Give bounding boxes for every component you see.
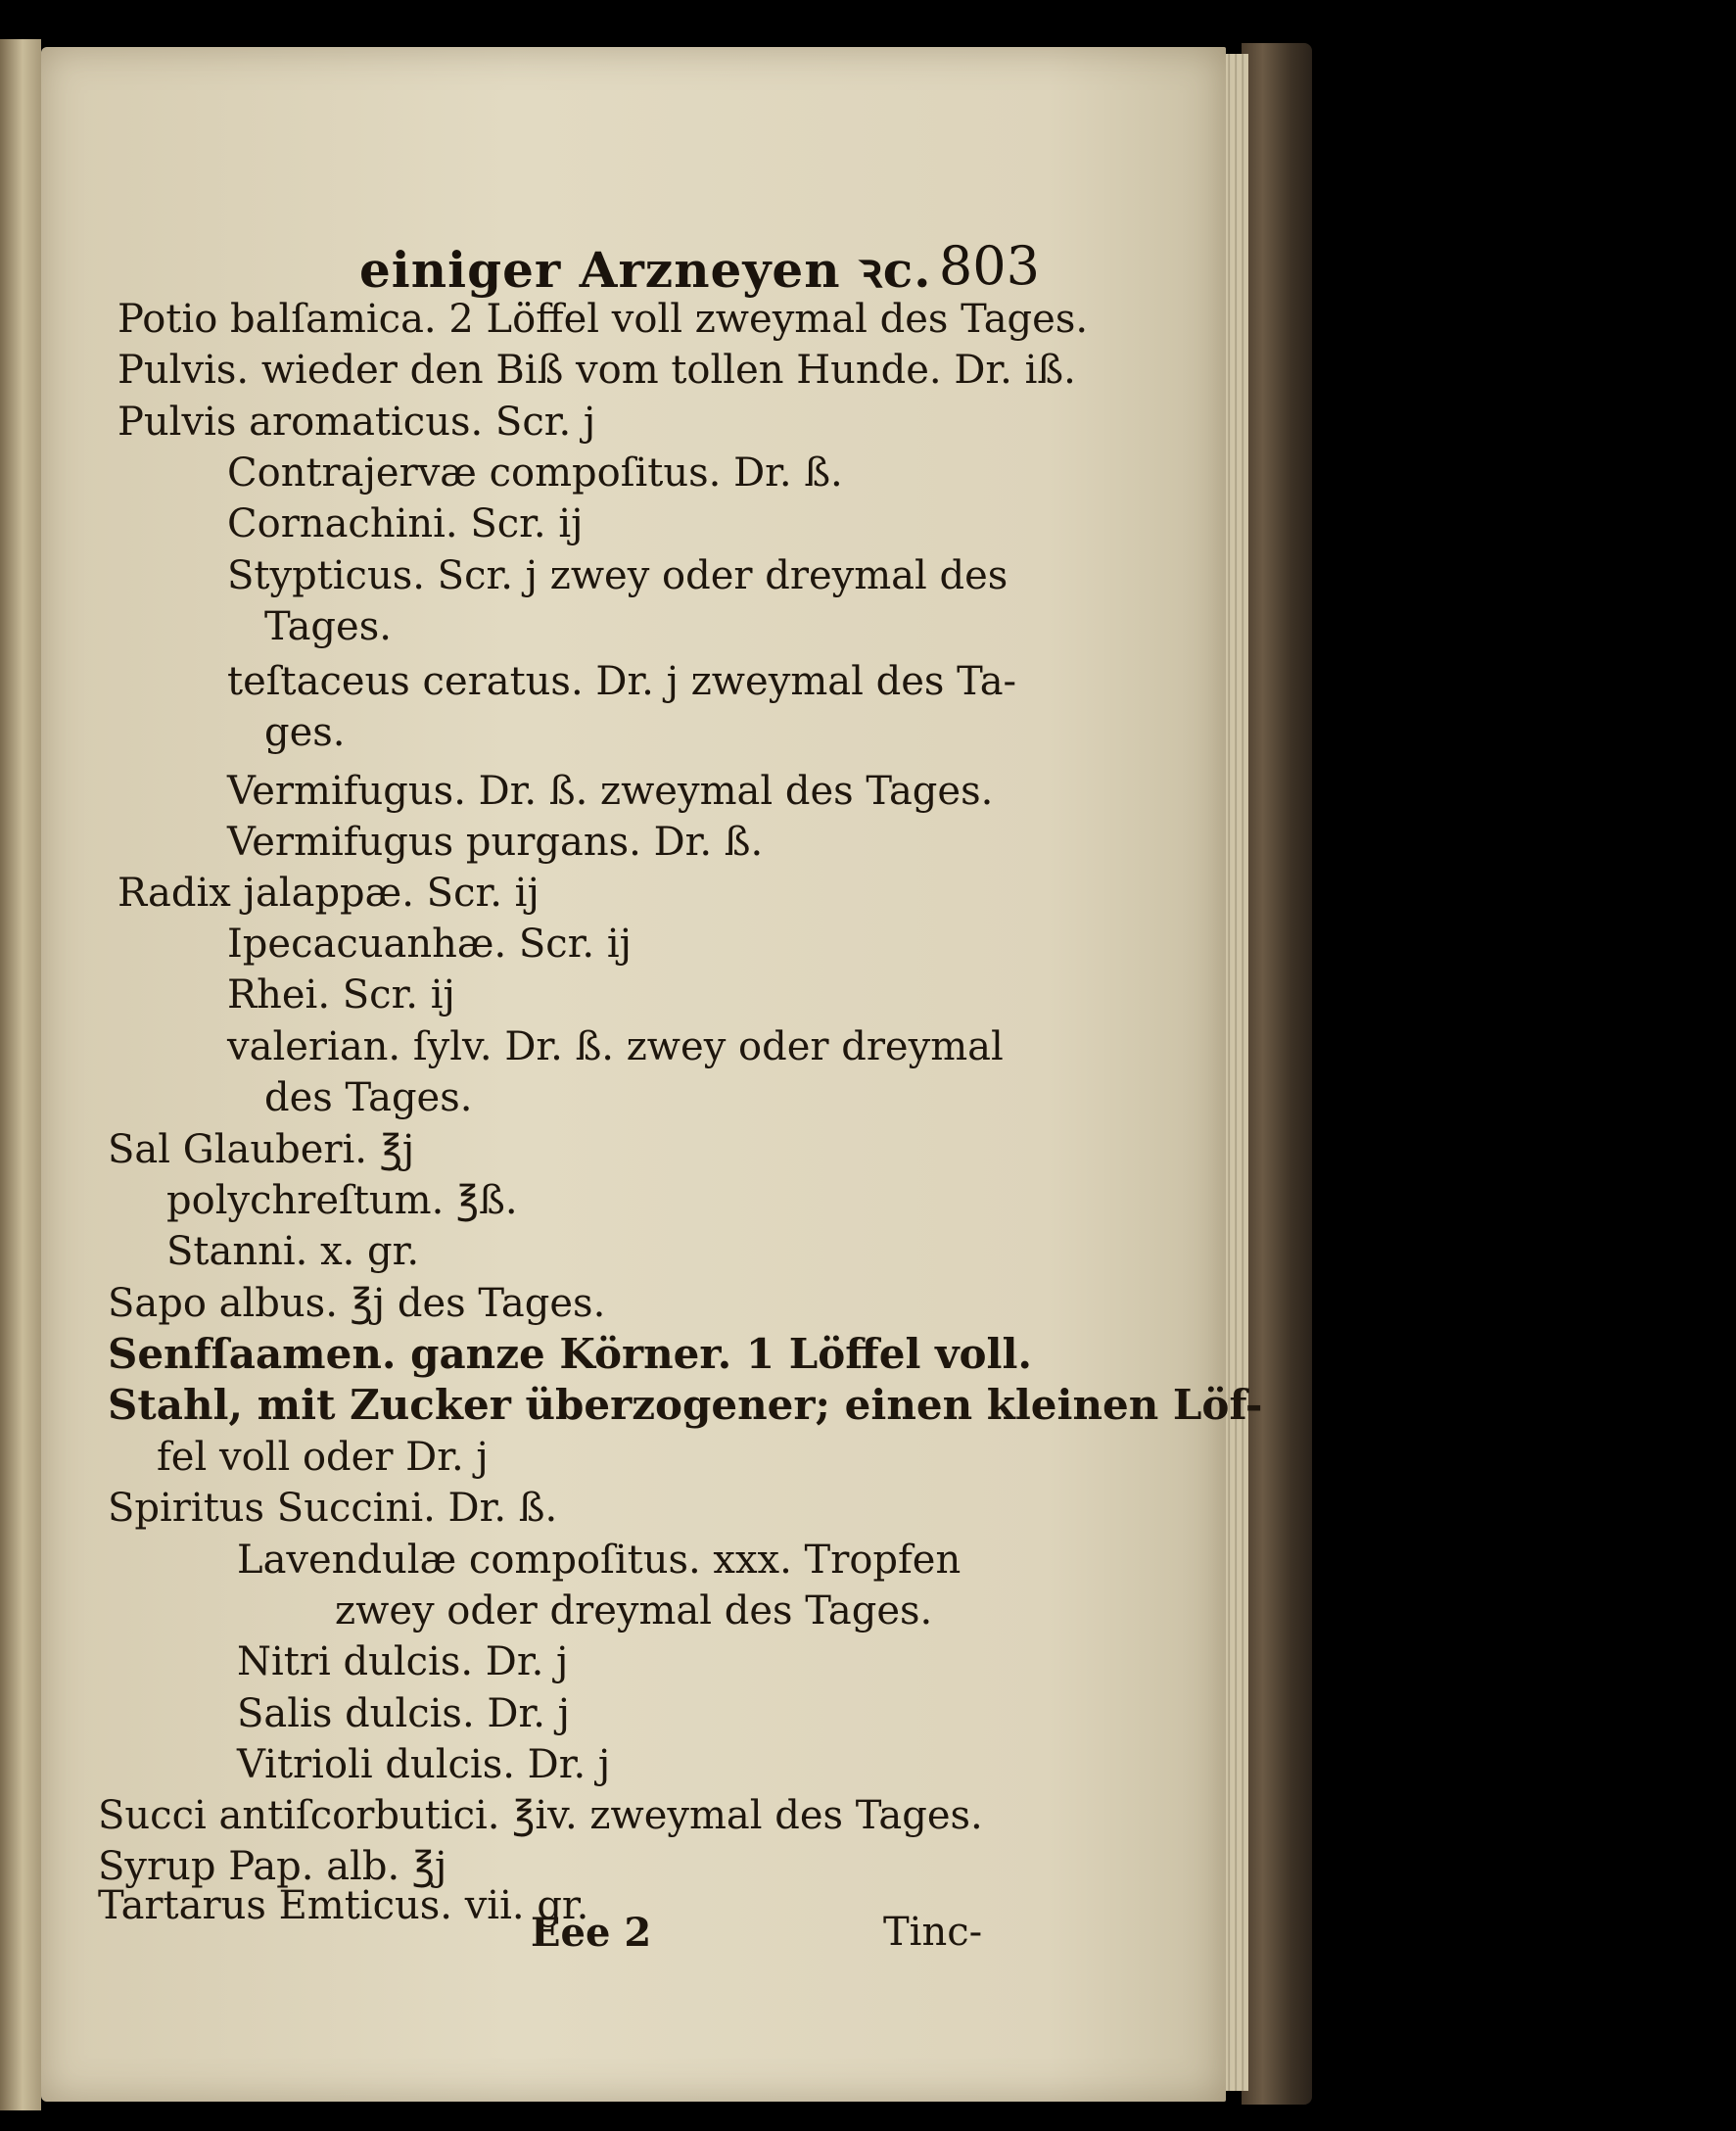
book-page <box>41 47 1263 2102</box>
entry-line: Sal Glauberi. ℥j <box>108 1127 415 1172</box>
page-footer <box>41 1910 1226 1968</box>
entry-line: zwey oder dreymal des Tages. <box>335 1588 933 1634</box>
entry-line: Tages. <box>264 604 392 649</box>
book-cover <box>1242 43 1312 2105</box>
entry-line: polychreſtum. ℥ß. <box>166 1178 518 1223</box>
entry-line: des Tages. <box>264 1075 473 1120</box>
entry-line: valerian. ſylv. Dr. ß. zwey oder dreymal <box>227 1024 1004 1069</box>
entry-line: Stahl, mit Zucker überzogener; einen kleinen Löf- <box>108 1381 1263 1429</box>
entry-line: teſtaceus ceratus. Dr. j zweymal des Ta- <box>227 659 1017 704</box>
entry-line: Cornachini. Scr. ij <box>227 501 584 546</box>
entry-line: Pulvis. wieder den Biß vom tollen Hunde. Dr. iß. <box>117 348 1076 393</box>
facing-page-edge <box>0 39 41 2110</box>
running-title: einiger Arzneyen ꝛc. <box>359 241 932 299</box>
entry-line: Senfſaamen. ganze Körner. 1 Löffel voll. <box>108 1330 1033 1378</box>
entry-line: Lavendulæ compoſitus. xxx. Tropfen <box>237 1538 962 1583</box>
page-number: 803 <box>938 235 1040 297</box>
entry-line: Tartarus Emticus. vii. gr. <box>98 1883 589 1928</box>
signature-mark: Eee 2 <box>531 1910 652 1956</box>
entry-line: Spiritus Succini. Dr. ß. <box>108 1486 558 1531</box>
entry-line: Syrup Pap. alb. ℥j <box>98 1844 447 1889</box>
entry-line: Vermifugus. Dr. ß. zweymal des Tages. <box>227 769 994 814</box>
entry-line: Stanni. x. gr. <box>166 1229 420 1274</box>
entry-line: Potio balſamica. 2 Löffel voll zweymal des Tages. <box>117 297 1089 342</box>
entry-line: ges. <box>264 710 346 755</box>
entry-line: Vermifugus purgans. Dr. ß. <box>227 820 764 865</box>
entry-line: Ipecacuanhæ. Scr. ij <box>227 922 633 967</box>
catchword: Tinc- <box>883 1910 983 1955</box>
entry-line: Succi antiſcorbutici. ℥iv. zweymal des Tages. <box>98 1793 983 1838</box>
entry-line: Rhei. Scr. ij <box>227 972 455 1018</box>
entry-line: Nitri dulcis. Dr. j <box>237 1639 569 1684</box>
entry-line: Salis dulcis. Dr. j <box>237 1691 571 1736</box>
entry-line: Stypticus. Scr. j zwey oder dreymal des <box>227 553 1009 598</box>
entry-line: Vitrioli dulcis. Dr. j <box>237 1742 611 1787</box>
entry-line: Sapo albus. ℥j des Tages. <box>108 1281 606 1326</box>
entry-line: Contrajervæ compoſitus. Dr. ß. <box>227 450 843 496</box>
entry-line: Pulvis aromaticus. Scr. j <box>117 400 596 445</box>
entry-line: fel voll oder Dr. j <box>157 1435 489 1480</box>
entry-line: Radix jalappæ. Scr. ij <box>117 871 540 916</box>
